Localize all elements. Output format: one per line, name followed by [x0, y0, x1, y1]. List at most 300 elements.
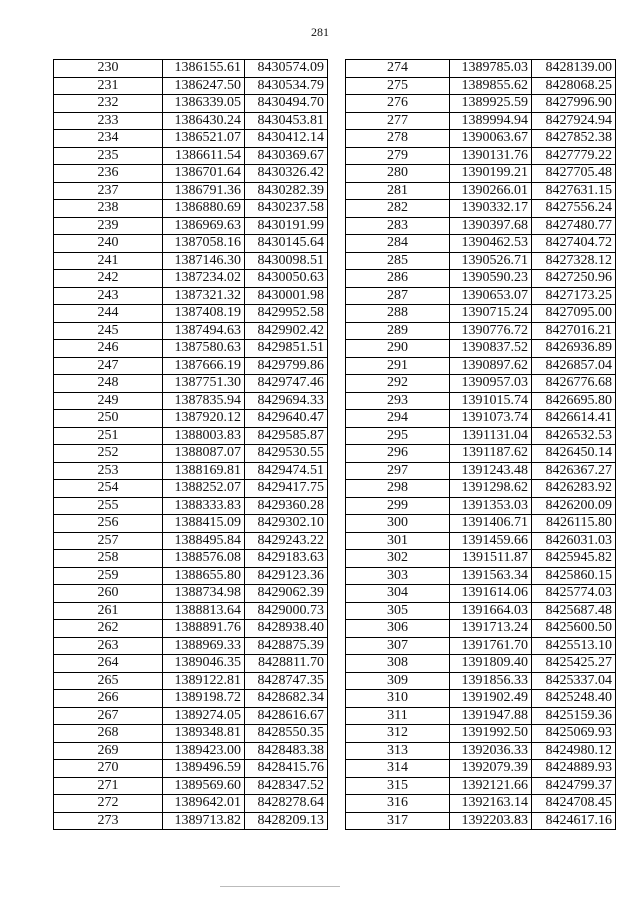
- point-number-cell: 304: [346, 585, 450, 603]
- table-row: [346, 147, 616, 165]
- y-coordinate-cell: 8430574.09: [245, 60, 328, 78]
- table-row: [346, 165, 616, 183]
- point-number-cell: 302: [346, 550, 450, 568]
- point-number-cell: 257: [54, 532, 163, 550]
- x-coordinate-cell: 1391856.33: [450, 672, 532, 690]
- x-coordinate-cell: 1389046.35: [163, 655, 245, 673]
- x-coordinate-cell: 1387408.19: [163, 305, 245, 323]
- point-number-cell: 235: [54, 147, 163, 165]
- x-coordinate-cell: 1386430.24: [163, 112, 245, 130]
- table-row: [346, 305, 616, 323]
- y-coordinate-cell: 8429243.22: [245, 532, 328, 550]
- point-number-cell: 280: [346, 165, 450, 183]
- point-number-cell: 315: [346, 777, 450, 795]
- point-number-cell: 283: [346, 217, 450, 235]
- point-number-cell: 309: [346, 672, 450, 690]
- table-row: [346, 340, 616, 358]
- coordinates-table-right: [345, 59, 616, 830]
- table-row: [346, 497, 616, 515]
- point-number-cell: 271: [54, 777, 163, 795]
- point-number-cell: 278: [346, 130, 450, 148]
- table-row: [346, 392, 616, 410]
- table-row: [346, 182, 616, 200]
- y-coordinate-cell: 8429952.58: [245, 305, 328, 323]
- coordinates-table-left: [53, 59, 328, 830]
- table-row: [54, 270, 328, 288]
- y-coordinate-cell: 8427173.25: [532, 287, 616, 305]
- table-row: [54, 620, 328, 638]
- y-coordinate-cell: 8427852.38: [532, 130, 616, 148]
- y-coordinate-cell: 8426367.27: [532, 462, 616, 480]
- x-coordinate-cell: 1391614.06: [450, 585, 532, 603]
- x-coordinate-cell: 1389122.81: [163, 672, 245, 690]
- table-row: [54, 515, 328, 533]
- x-coordinate-cell: 1387321.32: [163, 287, 245, 305]
- table-row: [54, 252, 328, 270]
- x-coordinate-cell: 1390131.76: [450, 147, 532, 165]
- y-coordinate-cell: 8427016.21: [532, 322, 616, 340]
- point-number-cell: 296: [346, 445, 450, 463]
- y-coordinate-cell: 8427480.77: [532, 217, 616, 235]
- table-row: [346, 532, 616, 550]
- y-coordinate-cell: 8430412.14: [245, 130, 328, 148]
- y-coordinate-cell: 8427404.72: [532, 235, 616, 253]
- y-coordinate-cell: 8429640.47: [245, 410, 328, 428]
- point-number-cell: 239: [54, 217, 163, 235]
- y-coordinate-cell: 8430001.98: [245, 287, 328, 305]
- x-coordinate-cell: 1390653.07: [450, 287, 532, 305]
- point-number-cell: 256: [54, 515, 163, 533]
- y-coordinate-cell: 8429474.51: [245, 462, 328, 480]
- point-number-cell: 233: [54, 112, 163, 130]
- point-number-cell: 258: [54, 550, 163, 568]
- table-row: [54, 532, 328, 550]
- table-row: [346, 515, 616, 533]
- table-row: [54, 410, 328, 428]
- page-number: 281: [311, 25, 329, 39]
- table-row: [54, 480, 328, 498]
- point-number-cell: 298: [346, 480, 450, 498]
- point-number-cell: 291: [346, 357, 450, 375]
- y-coordinate-cell: 8430145.64: [245, 235, 328, 253]
- y-coordinate-cell: 8425337.04: [532, 672, 616, 690]
- y-coordinate-cell: 8430050.63: [245, 270, 328, 288]
- table-row: [54, 707, 328, 725]
- point-number-cell: 300: [346, 515, 450, 533]
- x-coordinate-cell: 1390590.23: [450, 270, 532, 288]
- point-number-cell: 247: [54, 357, 163, 375]
- point-number-cell: 255: [54, 497, 163, 515]
- x-coordinate-cell: 1391015.74: [450, 392, 532, 410]
- x-coordinate-cell: 1390063.67: [450, 130, 532, 148]
- point-number-cell: 307: [346, 637, 450, 655]
- table-row: [54, 95, 328, 113]
- table-row: [346, 725, 616, 743]
- point-number-cell: 281: [346, 182, 450, 200]
- point-number-cell: 313: [346, 742, 450, 760]
- table-row: [54, 602, 328, 620]
- x-coordinate-cell: 1387580.63: [163, 340, 245, 358]
- point-number-cell: 275: [346, 77, 450, 95]
- x-coordinate-cell: 1387494.63: [163, 322, 245, 340]
- x-coordinate-cell: 1390332.17: [450, 200, 532, 218]
- x-coordinate-cell: 1386969.63: [163, 217, 245, 235]
- table-row: [54, 77, 328, 95]
- point-number-cell: 289: [346, 322, 450, 340]
- y-coordinate-cell: 8426614.41: [532, 410, 616, 428]
- x-coordinate-cell: 1392036.33: [450, 742, 532, 760]
- y-coordinate-cell: 8425600.50: [532, 620, 616, 638]
- point-number-cell: 285: [346, 252, 450, 270]
- table-row: [54, 445, 328, 463]
- point-number-cell: 272: [54, 795, 163, 813]
- table-row: [346, 462, 616, 480]
- y-coordinate-cell: 8426115.80: [532, 515, 616, 533]
- point-number-cell: 248: [54, 375, 163, 393]
- x-coordinate-cell: 1388415.09: [163, 515, 245, 533]
- y-coordinate-cell: 8428209.13: [245, 812, 328, 830]
- x-coordinate-cell: 1389994.94: [450, 112, 532, 130]
- x-coordinate-cell: 1392079.39: [450, 760, 532, 778]
- point-number-cell: 269: [54, 742, 163, 760]
- y-coordinate-cell: 8429799.86: [245, 357, 328, 375]
- y-coordinate-cell: 8427996.90: [532, 95, 616, 113]
- point-number-cell: 254: [54, 480, 163, 498]
- x-coordinate-cell: 1386339.05: [163, 95, 245, 113]
- point-number-cell: 274: [346, 60, 450, 78]
- y-coordinate-cell: 8429747.46: [245, 375, 328, 393]
- table-row: [54, 130, 328, 148]
- x-coordinate-cell: 1387058.16: [163, 235, 245, 253]
- table-row: [54, 217, 328, 235]
- table-row: [54, 147, 328, 165]
- table-row: [54, 112, 328, 130]
- x-coordinate-cell: 1388495.84: [163, 532, 245, 550]
- x-coordinate-cell: 1387835.94: [163, 392, 245, 410]
- table-row: [54, 777, 328, 795]
- y-coordinate-cell: 8427631.15: [532, 182, 616, 200]
- point-number-cell: 230: [54, 60, 163, 78]
- x-coordinate-cell: 1391511.87: [450, 550, 532, 568]
- y-coordinate-cell: 8428483.38: [245, 742, 328, 760]
- x-coordinate-cell: 1388813.64: [163, 602, 245, 620]
- table-row: [54, 235, 328, 253]
- point-number-cell: 297: [346, 462, 450, 480]
- x-coordinate-cell: 1389925.59: [450, 95, 532, 113]
- table-row: [346, 200, 616, 218]
- point-number-cell: 294: [346, 410, 450, 428]
- table-row: [54, 182, 328, 200]
- table-row: [346, 795, 616, 813]
- point-number-cell: 267: [54, 707, 163, 725]
- point-number-cell: 232: [54, 95, 163, 113]
- table-row: [346, 217, 616, 235]
- y-coordinate-cell: 8426532.53: [532, 427, 616, 445]
- point-number-cell: 293: [346, 392, 450, 410]
- table-row: [346, 95, 616, 113]
- table-row: [54, 585, 328, 603]
- x-coordinate-cell: 1386611.54: [163, 147, 245, 165]
- y-coordinate-cell: 8427779.22: [532, 147, 616, 165]
- table-row: [346, 812, 616, 830]
- point-number-cell: 242: [54, 270, 163, 288]
- table-row: [346, 620, 616, 638]
- table-row: [54, 812, 328, 830]
- y-coordinate-cell: 8426695.80: [532, 392, 616, 410]
- x-coordinate-cell: 1391353.03: [450, 497, 532, 515]
- table-row: [346, 375, 616, 393]
- footer-rule: [220, 886, 340, 887]
- y-coordinate-cell: 8429123.36: [245, 567, 328, 585]
- y-coordinate-cell: 8425425.27: [532, 655, 616, 673]
- x-coordinate-cell: 1391992.50: [450, 725, 532, 743]
- table-row: [346, 742, 616, 760]
- point-number-cell: 260: [54, 585, 163, 603]
- point-number-cell: 277: [346, 112, 450, 130]
- point-number-cell: 270: [54, 760, 163, 778]
- y-coordinate-cell: 8425860.15: [532, 567, 616, 585]
- y-coordinate-cell: 8429851.51: [245, 340, 328, 358]
- point-number-cell: 244: [54, 305, 163, 323]
- table-row: [346, 567, 616, 585]
- y-coordinate-cell: 8427328.12: [532, 252, 616, 270]
- table-row: [346, 777, 616, 795]
- table-row: [346, 690, 616, 708]
- y-coordinate-cell: 8424708.45: [532, 795, 616, 813]
- table-row: [346, 357, 616, 375]
- y-coordinate-cell: 8430326.42: [245, 165, 328, 183]
- table-row: [54, 340, 328, 358]
- x-coordinate-cell: 1390776.72: [450, 322, 532, 340]
- point-number-cell: 253: [54, 462, 163, 480]
- table-row: [346, 585, 616, 603]
- y-coordinate-cell: 8424617.16: [532, 812, 616, 830]
- table-row: [54, 690, 328, 708]
- x-coordinate-cell: 1391902.49: [450, 690, 532, 708]
- x-coordinate-cell: 1387146.30: [163, 252, 245, 270]
- x-coordinate-cell: 1388333.83: [163, 497, 245, 515]
- y-coordinate-cell: 8426450.14: [532, 445, 616, 463]
- point-number-cell: 250: [54, 410, 163, 428]
- y-coordinate-cell: 8428415.76: [245, 760, 328, 778]
- x-coordinate-cell: 1391459.66: [450, 532, 532, 550]
- x-coordinate-cell: 1389855.62: [450, 77, 532, 95]
- y-coordinate-cell: 8428550.35: [245, 725, 328, 743]
- table-row: [54, 567, 328, 585]
- point-number-cell: 234: [54, 130, 163, 148]
- x-coordinate-cell: 1387920.12: [163, 410, 245, 428]
- x-coordinate-cell: 1391947.88: [450, 707, 532, 725]
- x-coordinate-cell: 1386791.36: [163, 182, 245, 200]
- point-number-cell: 243: [54, 287, 163, 305]
- point-number-cell: 240: [54, 235, 163, 253]
- x-coordinate-cell: 1388734.98: [163, 585, 245, 603]
- table-row: [54, 497, 328, 515]
- x-coordinate-cell: 1391298.62: [450, 480, 532, 498]
- table-row: [54, 165, 328, 183]
- y-coordinate-cell: 8430453.81: [245, 112, 328, 130]
- point-number-cell: 312: [346, 725, 450, 743]
- x-coordinate-cell: 1389713.82: [163, 812, 245, 830]
- table-row: [346, 637, 616, 655]
- table-row: [54, 427, 328, 445]
- x-coordinate-cell: 1389642.01: [163, 795, 245, 813]
- point-number-cell: 262: [54, 620, 163, 638]
- x-coordinate-cell: 1386521.07: [163, 130, 245, 148]
- x-coordinate-cell: 1386701.64: [163, 165, 245, 183]
- x-coordinate-cell: 1388087.07: [163, 445, 245, 463]
- y-coordinate-cell: 8429902.42: [245, 322, 328, 340]
- point-number-cell: 252: [54, 445, 163, 463]
- table-row: [346, 112, 616, 130]
- x-coordinate-cell: 1390837.52: [450, 340, 532, 358]
- y-coordinate-cell: 8430282.39: [245, 182, 328, 200]
- table-row: [54, 60, 328, 78]
- y-coordinate-cell: 8428139.00: [532, 60, 616, 78]
- point-number-cell: 276: [346, 95, 450, 113]
- point-number-cell: 266: [54, 690, 163, 708]
- x-coordinate-cell: 1388891.76: [163, 620, 245, 638]
- x-coordinate-cell: 1392121.66: [450, 777, 532, 795]
- y-coordinate-cell: 8427095.00: [532, 305, 616, 323]
- table-row: [54, 305, 328, 323]
- y-coordinate-cell: 8426031.03: [532, 532, 616, 550]
- x-coordinate-cell: 1388003.83: [163, 427, 245, 445]
- y-coordinate-cell: 8428616.67: [245, 707, 328, 725]
- point-number-cell: 241: [54, 252, 163, 270]
- x-coordinate-cell: 1391761.70: [450, 637, 532, 655]
- y-coordinate-cell: 8429000.73: [245, 602, 328, 620]
- table-body: [346, 60, 616, 830]
- x-coordinate-cell: 1388655.80: [163, 567, 245, 585]
- x-coordinate-cell: 1391243.48: [450, 462, 532, 480]
- x-coordinate-cell: 1386155.61: [163, 60, 245, 78]
- x-coordinate-cell: 1388576.08: [163, 550, 245, 568]
- table-row: [54, 672, 328, 690]
- y-coordinate-cell: 8424889.93: [532, 760, 616, 778]
- table-row: [346, 550, 616, 568]
- y-coordinate-cell: 8425774.03: [532, 585, 616, 603]
- x-coordinate-cell: 1390462.53: [450, 235, 532, 253]
- x-coordinate-cell: 1387666.19: [163, 357, 245, 375]
- y-coordinate-cell: 8428682.34: [245, 690, 328, 708]
- table-row: [54, 725, 328, 743]
- x-coordinate-cell: 1391073.74: [450, 410, 532, 428]
- table-row: [54, 742, 328, 760]
- table-row: [54, 287, 328, 305]
- y-coordinate-cell: 8429417.75: [245, 480, 328, 498]
- point-number-cell: 290: [346, 340, 450, 358]
- point-number-cell: 311: [346, 707, 450, 725]
- point-number-cell: 314: [346, 760, 450, 778]
- point-number-cell: 236: [54, 165, 163, 183]
- y-coordinate-cell: 8427705.48: [532, 165, 616, 183]
- point-number-cell: 237: [54, 182, 163, 200]
- x-coordinate-cell: 1389198.72: [163, 690, 245, 708]
- point-number-cell: 306: [346, 620, 450, 638]
- point-number-cell: 261: [54, 602, 163, 620]
- point-number-cell: 292: [346, 375, 450, 393]
- x-coordinate-cell: 1390397.68: [450, 217, 532, 235]
- x-coordinate-cell: 1390715.24: [450, 305, 532, 323]
- x-coordinate-cell: 1390957.03: [450, 375, 532, 393]
- point-number-cell: 238: [54, 200, 163, 218]
- table-row: [54, 637, 328, 655]
- y-coordinate-cell: 8425248.40: [532, 690, 616, 708]
- y-coordinate-cell: 8429183.63: [245, 550, 328, 568]
- x-coordinate-cell: 1387751.30: [163, 375, 245, 393]
- x-coordinate-cell: 1387234.02: [163, 270, 245, 288]
- y-coordinate-cell: 8424980.12: [532, 742, 616, 760]
- x-coordinate-cell: 1390199.21: [450, 165, 532, 183]
- point-number-cell: 263: [54, 637, 163, 655]
- table-row: [346, 672, 616, 690]
- y-coordinate-cell: 8428811.70: [245, 655, 328, 673]
- table-row: [346, 410, 616, 428]
- point-number-cell: 308: [346, 655, 450, 673]
- point-number-cell: 286: [346, 270, 450, 288]
- y-coordinate-cell: 8425159.36: [532, 707, 616, 725]
- y-coordinate-cell: 8430369.67: [245, 147, 328, 165]
- y-coordinate-cell: 8430494.70: [245, 95, 328, 113]
- point-number-cell: 282: [346, 200, 450, 218]
- table-row: [346, 602, 616, 620]
- point-number-cell: 317: [346, 812, 450, 830]
- point-number-cell: 316: [346, 795, 450, 813]
- table-row: [54, 760, 328, 778]
- table-row: [54, 392, 328, 410]
- y-coordinate-cell: 8427250.96: [532, 270, 616, 288]
- point-number-cell: 288: [346, 305, 450, 323]
- x-coordinate-cell: 1392203.83: [450, 812, 532, 830]
- x-coordinate-cell: 1391713.24: [450, 620, 532, 638]
- y-coordinate-cell: 8429530.55: [245, 445, 328, 463]
- x-coordinate-cell: 1391664.03: [450, 602, 532, 620]
- y-coordinate-cell: 8427556.24: [532, 200, 616, 218]
- point-number-cell: 245: [54, 322, 163, 340]
- y-coordinate-cell: 8428278.64: [245, 795, 328, 813]
- point-number-cell: 273: [54, 812, 163, 830]
- point-number-cell: 284: [346, 235, 450, 253]
- point-number-cell: 231: [54, 77, 163, 95]
- y-coordinate-cell: 8425069.93: [532, 725, 616, 743]
- point-number-cell: 310: [346, 690, 450, 708]
- point-number-cell: 303: [346, 567, 450, 585]
- table-row: [346, 252, 616, 270]
- table-row: [346, 322, 616, 340]
- y-coordinate-cell: 8428068.25: [532, 77, 616, 95]
- table-row: [346, 270, 616, 288]
- x-coordinate-cell: 1388252.07: [163, 480, 245, 498]
- table-row: [54, 375, 328, 393]
- point-number-cell: 265: [54, 672, 163, 690]
- point-number-cell: 251: [54, 427, 163, 445]
- y-coordinate-cell: 8430098.51: [245, 252, 328, 270]
- x-coordinate-cell: 1386247.50: [163, 77, 245, 95]
- y-coordinate-cell: 8426936.89: [532, 340, 616, 358]
- table-row: [346, 480, 616, 498]
- table-row: [54, 550, 328, 568]
- table-body: [54, 60, 328, 830]
- x-coordinate-cell: 1391406.71: [450, 515, 532, 533]
- table-row: [346, 60, 616, 78]
- y-coordinate-cell: 8426283.92: [532, 480, 616, 498]
- x-coordinate-cell: 1390266.01: [450, 182, 532, 200]
- point-number-cell: 305: [346, 602, 450, 620]
- point-number-cell: 268: [54, 725, 163, 743]
- point-number-cell: 301: [346, 532, 450, 550]
- y-coordinate-cell: 8430191.99: [245, 217, 328, 235]
